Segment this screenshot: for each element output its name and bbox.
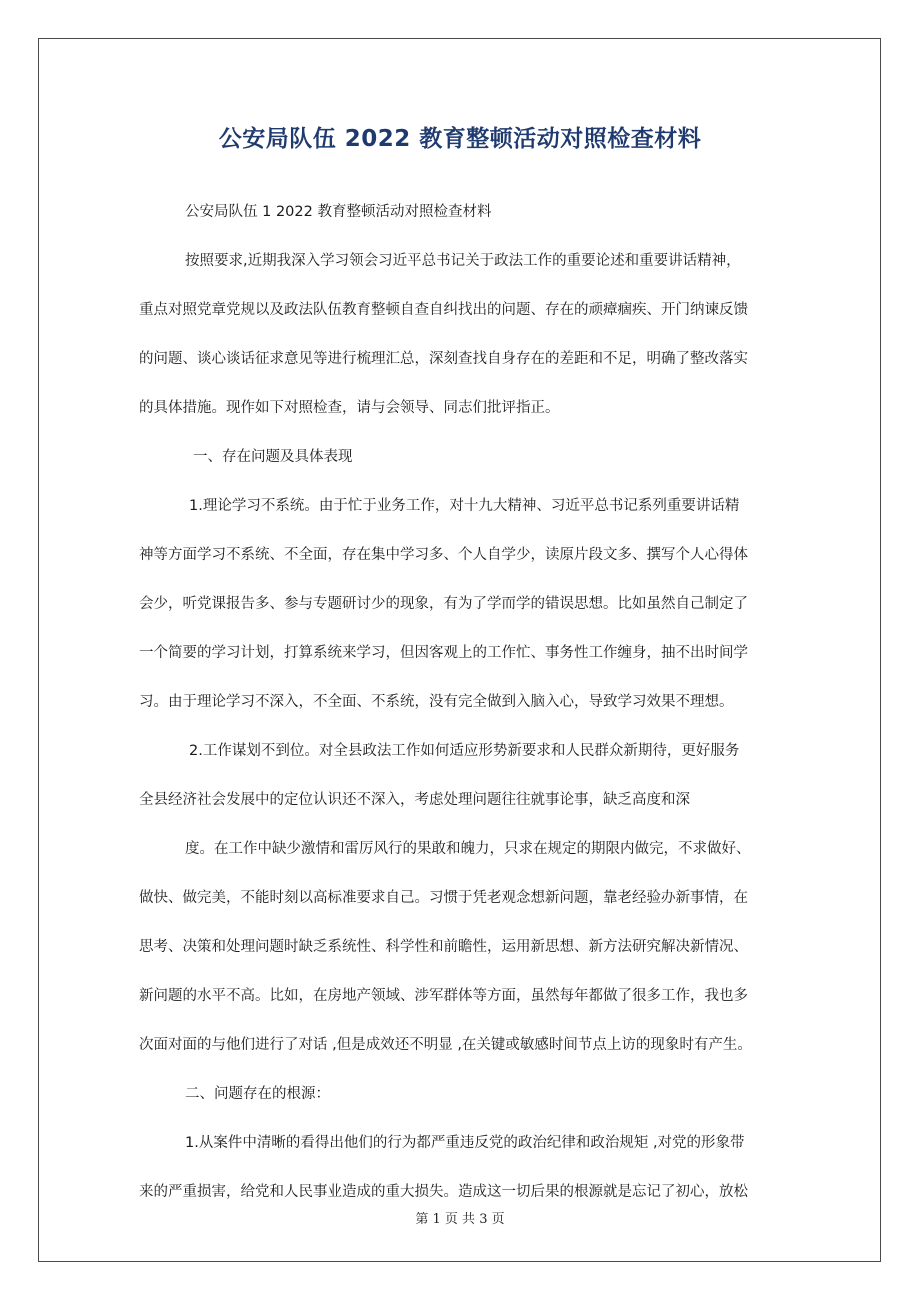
paragraph-line: 一个简要的学习计划，打算系统来学习，但因客观上的工作忙、事务性工作缠身，抽不出时间学 bbox=[139, 645, 748, 661]
document-body bbox=[139, 188, 789, 1217]
section-heading-1: 一、存在问题及具体表现 bbox=[193, 449, 353, 465]
paragraph-line: 全县经济社会发展中的定位认识还不深入，考虑处理问题往往就事论事，缺乏高度和深 bbox=[139, 792, 690, 808]
paragraph-line: 思考、决策和处理问题时缺乏系统性、科学性和前瞻性，运用新思想、新方法研究解决新情况、 bbox=[139, 939, 748, 955]
subtitle-line: 公安局队伍 1 2022 教育整顿活动对照检查材料 bbox=[185, 204, 492, 220]
paragraph-line: 1.从案件中清晰的看得出他们的行为都严重违反党的政治纪律和政治规矩 ,对党的形象带 bbox=[185, 1135, 745, 1151]
paragraph-line: 神等方面学习不系统、不全面，存在集中学习多、个人自学少，读原片段文多、撰写个人心得体 bbox=[139, 547, 748, 563]
paragraph-line: 的具体措施。现作如下对照检查，请与会领导、同志们批评指正。 bbox=[139, 400, 560, 416]
paragraph-line: 的问题、谈心谈话征求意见等进行梳理汇总，深刻查找自身存在的差距和不足，明确了整改落实 bbox=[139, 351, 748, 367]
paragraph-line: 1.理论学习不系统。由于忙于业务工作，对十九大精神、习近平总书记系列重要讲话精 bbox=[189, 498, 740, 514]
page-number-footer: 第 1 页 共 3 页 bbox=[415, 1212, 505, 1227]
document-title: 公安局队伍 2022 教育整顿活动对照检查材料 bbox=[218, 126, 702, 152]
paragraph-line: 新问题的水平不高。比如，在房地产领域、涉军群体等方面，虽然每年都做了很多工作，我也多 bbox=[139, 988, 748, 1004]
paragraph-line: 按照要求,近期我深入学习领会习近平总书记关于政法工作的重要论述和重要讲话精神， bbox=[185, 253, 741, 269]
paragraph-line: 来的严重损害，给党和人民事业造成的重大损失。造成这一切后果的根源就是忘记了初心，放松 bbox=[139, 1184, 748, 1200]
paragraph-line: 2.工作谋划不到位。对全县政法工作如何适应形势新要求和人民群众新期待，更好服务 bbox=[189, 743, 740, 759]
section-heading-2: 二、问题存在的根源： bbox=[185, 1086, 330, 1102]
paragraph-line: 度。在工作中缺少激情和雷厉风行的果敢和魄力，只求在规定的期限内做完，不求做好、 bbox=[185, 841, 751, 857]
paragraph-line: 重点对照党章党规以及政法队伍教育整顿自查自纠找出的问题、存在的顽瘴痼疾、开门纳谏反馈 bbox=[139, 302, 748, 318]
paragraph-line: 习。由于理论学习不深入，不全面、不系统，没有完全做到入脑入心，导致学习效果不理想。 bbox=[139, 694, 734, 710]
paragraph-line: 做快、做完美，不能时刻以高标准要求自己。习惯于凭老观念想新问题，靠老经验办新事情，在 bbox=[139, 890, 748, 906]
paragraph-line: 会少，听党课报告多、参与专题研讨少的现象，有为了学而学的错误思想。比如虽然自己制定了 bbox=[139, 596, 748, 612]
paragraph-line: 次面对面的与他们进行了对话 ,但是成效还不明显 ,在关键或敏感时间节点上访的现象时有产生。 bbox=[139, 1037, 752, 1053]
